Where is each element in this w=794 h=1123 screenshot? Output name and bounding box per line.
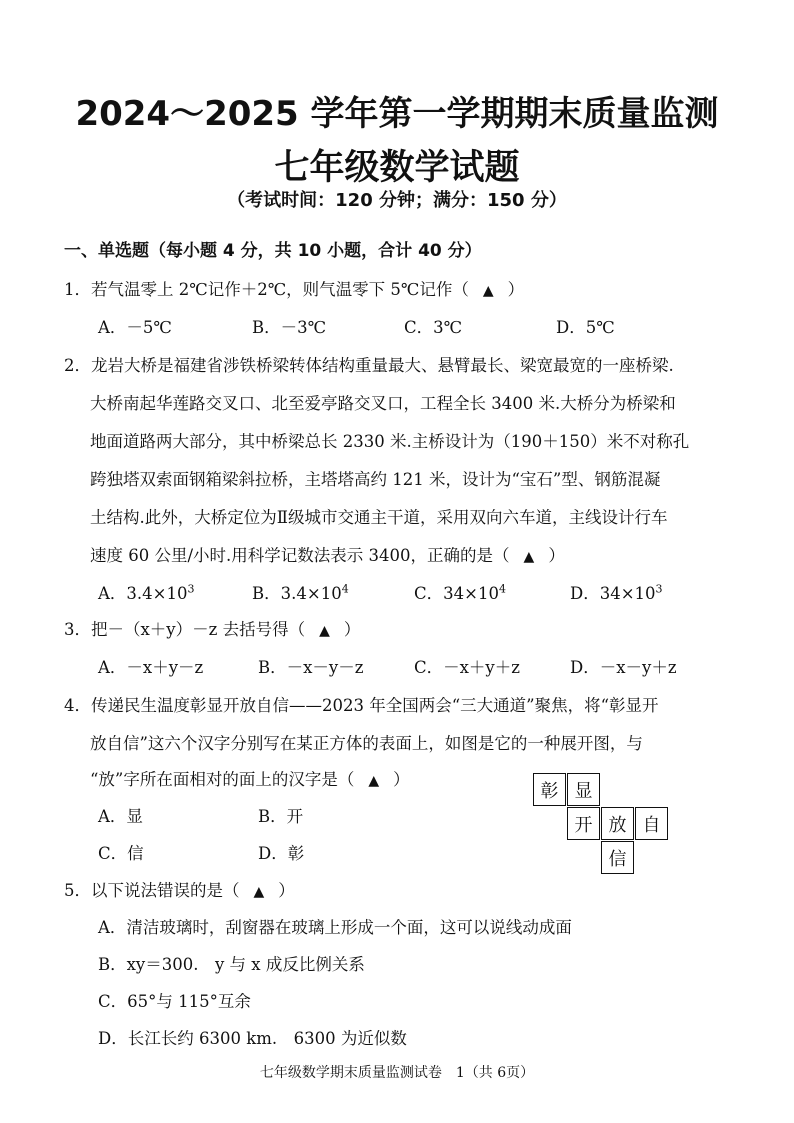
q2-option-c bbox=[414, 580, 506, 604]
q4-text-end: ） bbox=[393, 770, 410, 789]
net-cell-xian: 显 bbox=[567, 773, 600, 806]
exam-title: 2024～2025 学年第一学期期末质量监测 bbox=[75, 94, 719, 134]
q3-option-a: A．－x＋y－z bbox=[98, 658, 204, 677]
section-heading: 一、单选题（每小题 4 分，共 10 小题，合计 40 分） bbox=[64, 241, 482, 261]
cube-net-figure bbox=[533, 773, 673, 877]
q5-option-b: B．xy＝300. y 与 x 成反比例关系 bbox=[98, 955, 365, 974]
q1-option-c: C．3℃ bbox=[404, 318, 463, 337]
q5-option-a: A．清洁玻璃时，刮窗器在玻璃上形成一个面，这可以说线动成面 bbox=[98, 918, 572, 937]
q2-line-1: 2．龙岩大桥是福建省涉铁桥梁转体结构重量最大、悬臂最长、梁宽最宽的一座桥梁. bbox=[64, 356, 674, 375]
net-cell-zi: 自 bbox=[635, 807, 668, 840]
q2-line-3: 地面道路两大部分，其中桥梁总长 2330 米.主桥设计为（190＋150）米不对称孔 bbox=[90, 432, 690, 451]
q4-line-3 bbox=[90, 766, 410, 790]
q2-option-b bbox=[252, 580, 349, 604]
q4-option-a: A．显 bbox=[98, 807, 143, 826]
q2-option-b-exp: 4 bbox=[341, 582, 349, 596]
q1-text: 1．若气温零上 2℃记作＋2℃，则气温零下 5℃记作（ bbox=[64, 280, 469, 299]
q5-option-c: C．65°与 115°互余 bbox=[98, 992, 251, 1011]
question-5-stem bbox=[64, 877, 295, 901]
question-1-stem bbox=[64, 276, 524, 300]
q4-option-d: D．彰 bbox=[258, 844, 305, 863]
q2-last-text: 速度 60 公里/小时.用科学记数法表示 3400，正确的是（ bbox=[90, 546, 510, 565]
q2-line-2: 大桥南起华莲路交叉口、北至爱亭路交叉口，工程全长 3400 米.大桥分为桥梁和 bbox=[90, 394, 676, 413]
q2-option-d bbox=[570, 580, 663, 604]
q2-option-b-base: B．3.4×10 bbox=[252, 584, 342, 603]
q2-line-4: 跨独塔双索面钢箱梁斜拉桥，主塔塔高约 121 米，设计为“宝石”型、钢筋混凝 bbox=[90, 470, 661, 489]
q4-line-1: 4．传递民生温度彰显开放自信——2023 年全国两会“三大通道”聚焦，将“彰显开 bbox=[64, 696, 659, 715]
answer-blank-marker: ▲ bbox=[253, 884, 265, 900]
answer-blank-marker: ▲ bbox=[482, 283, 494, 299]
net-cell-xin: 信 bbox=[601, 841, 634, 874]
q4-option-b: B．开 bbox=[258, 807, 304, 826]
q3-option-b: B．－x－y－z bbox=[258, 658, 364, 677]
net-cell-kai: 开 bbox=[567, 807, 600, 840]
q1-option-b: B．－3℃ bbox=[252, 318, 327, 337]
q3-text: 3．把－（x＋y）－z 去括号得（ bbox=[64, 620, 306, 639]
q3-text-end: ） bbox=[343, 620, 361, 639]
q1-option-a: A．－5℃ bbox=[98, 318, 172, 337]
answer-blank-marker: ▲ bbox=[319, 623, 330, 639]
exam-subject: 七年级数学试题 bbox=[274, 148, 520, 188]
net-cell-fang: 放 bbox=[601, 807, 634, 840]
q2-option-a-exp: 3 bbox=[187, 582, 195, 596]
answer-blank-marker: ▲ bbox=[523, 549, 535, 565]
q5-text-end: ） bbox=[278, 881, 295, 900]
q2-option-a bbox=[98, 580, 194, 604]
q2-text-end: ） bbox=[548, 546, 565, 565]
q4-last-text: “放”字所在面相对的面上的汉字是（ bbox=[90, 770, 355, 789]
q2-line-6 bbox=[90, 542, 565, 566]
q2-option-a-base: A．3.4×10 bbox=[98, 584, 188, 603]
q2-option-c-base: C．34×10 bbox=[414, 584, 499, 603]
q3-option-c: C．－x＋y＋z bbox=[414, 658, 520, 677]
q2-option-d-exp: 3 bbox=[655, 582, 663, 596]
q2-option-d-base: D．34×10 bbox=[570, 584, 656, 603]
answer-blank-marker: ▲ bbox=[368, 773, 380, 789]
q2-line-5: 土结构.此外，大桥定位为Ⅱ级城市交通主干道，采用双向六车道，主线设计行车 bbox=[90, 508, 668, 527]
q5-option-d: D．长江长约 6300 km. 6300 为近似数 bbox=[98, 1029, 407, 1048]
q4-line-2: 放自信”这六个汉字分别写在某正方体的表面上，如图是它的一种展开图，与 bbox=[90, 734, 643, 753]
q1-option-d: D．5℃ bbox=[556, 318, 615, 337]
net-cell-zhang: 彰 bbox=[533, 773, 566, 806]
question-3-stem bbox=[64, 616, 360, 640]
q3-option-d: D．－x－y＋z bbox=[570, 658, 677, 677]
exam-info: （考试时间：120 分钟；满分：150 分） bbox=[227, 190, 567, 211]
q2-option-c-exp: 4 bbox=[498, 582, 506, 596]
q5-text: 5．以下说法错误的是（ bbox=[64, 881, 240, 900]
q1-text-end: ） bbox=[507, 280, 525, 299]
page-footer: 七年级数学期末质量监测试卷 1（共 6页） bbox=[259, 1065, 535, 1081]
q4-option-c: C．信 bbox=[98, 844, 144, 863]
